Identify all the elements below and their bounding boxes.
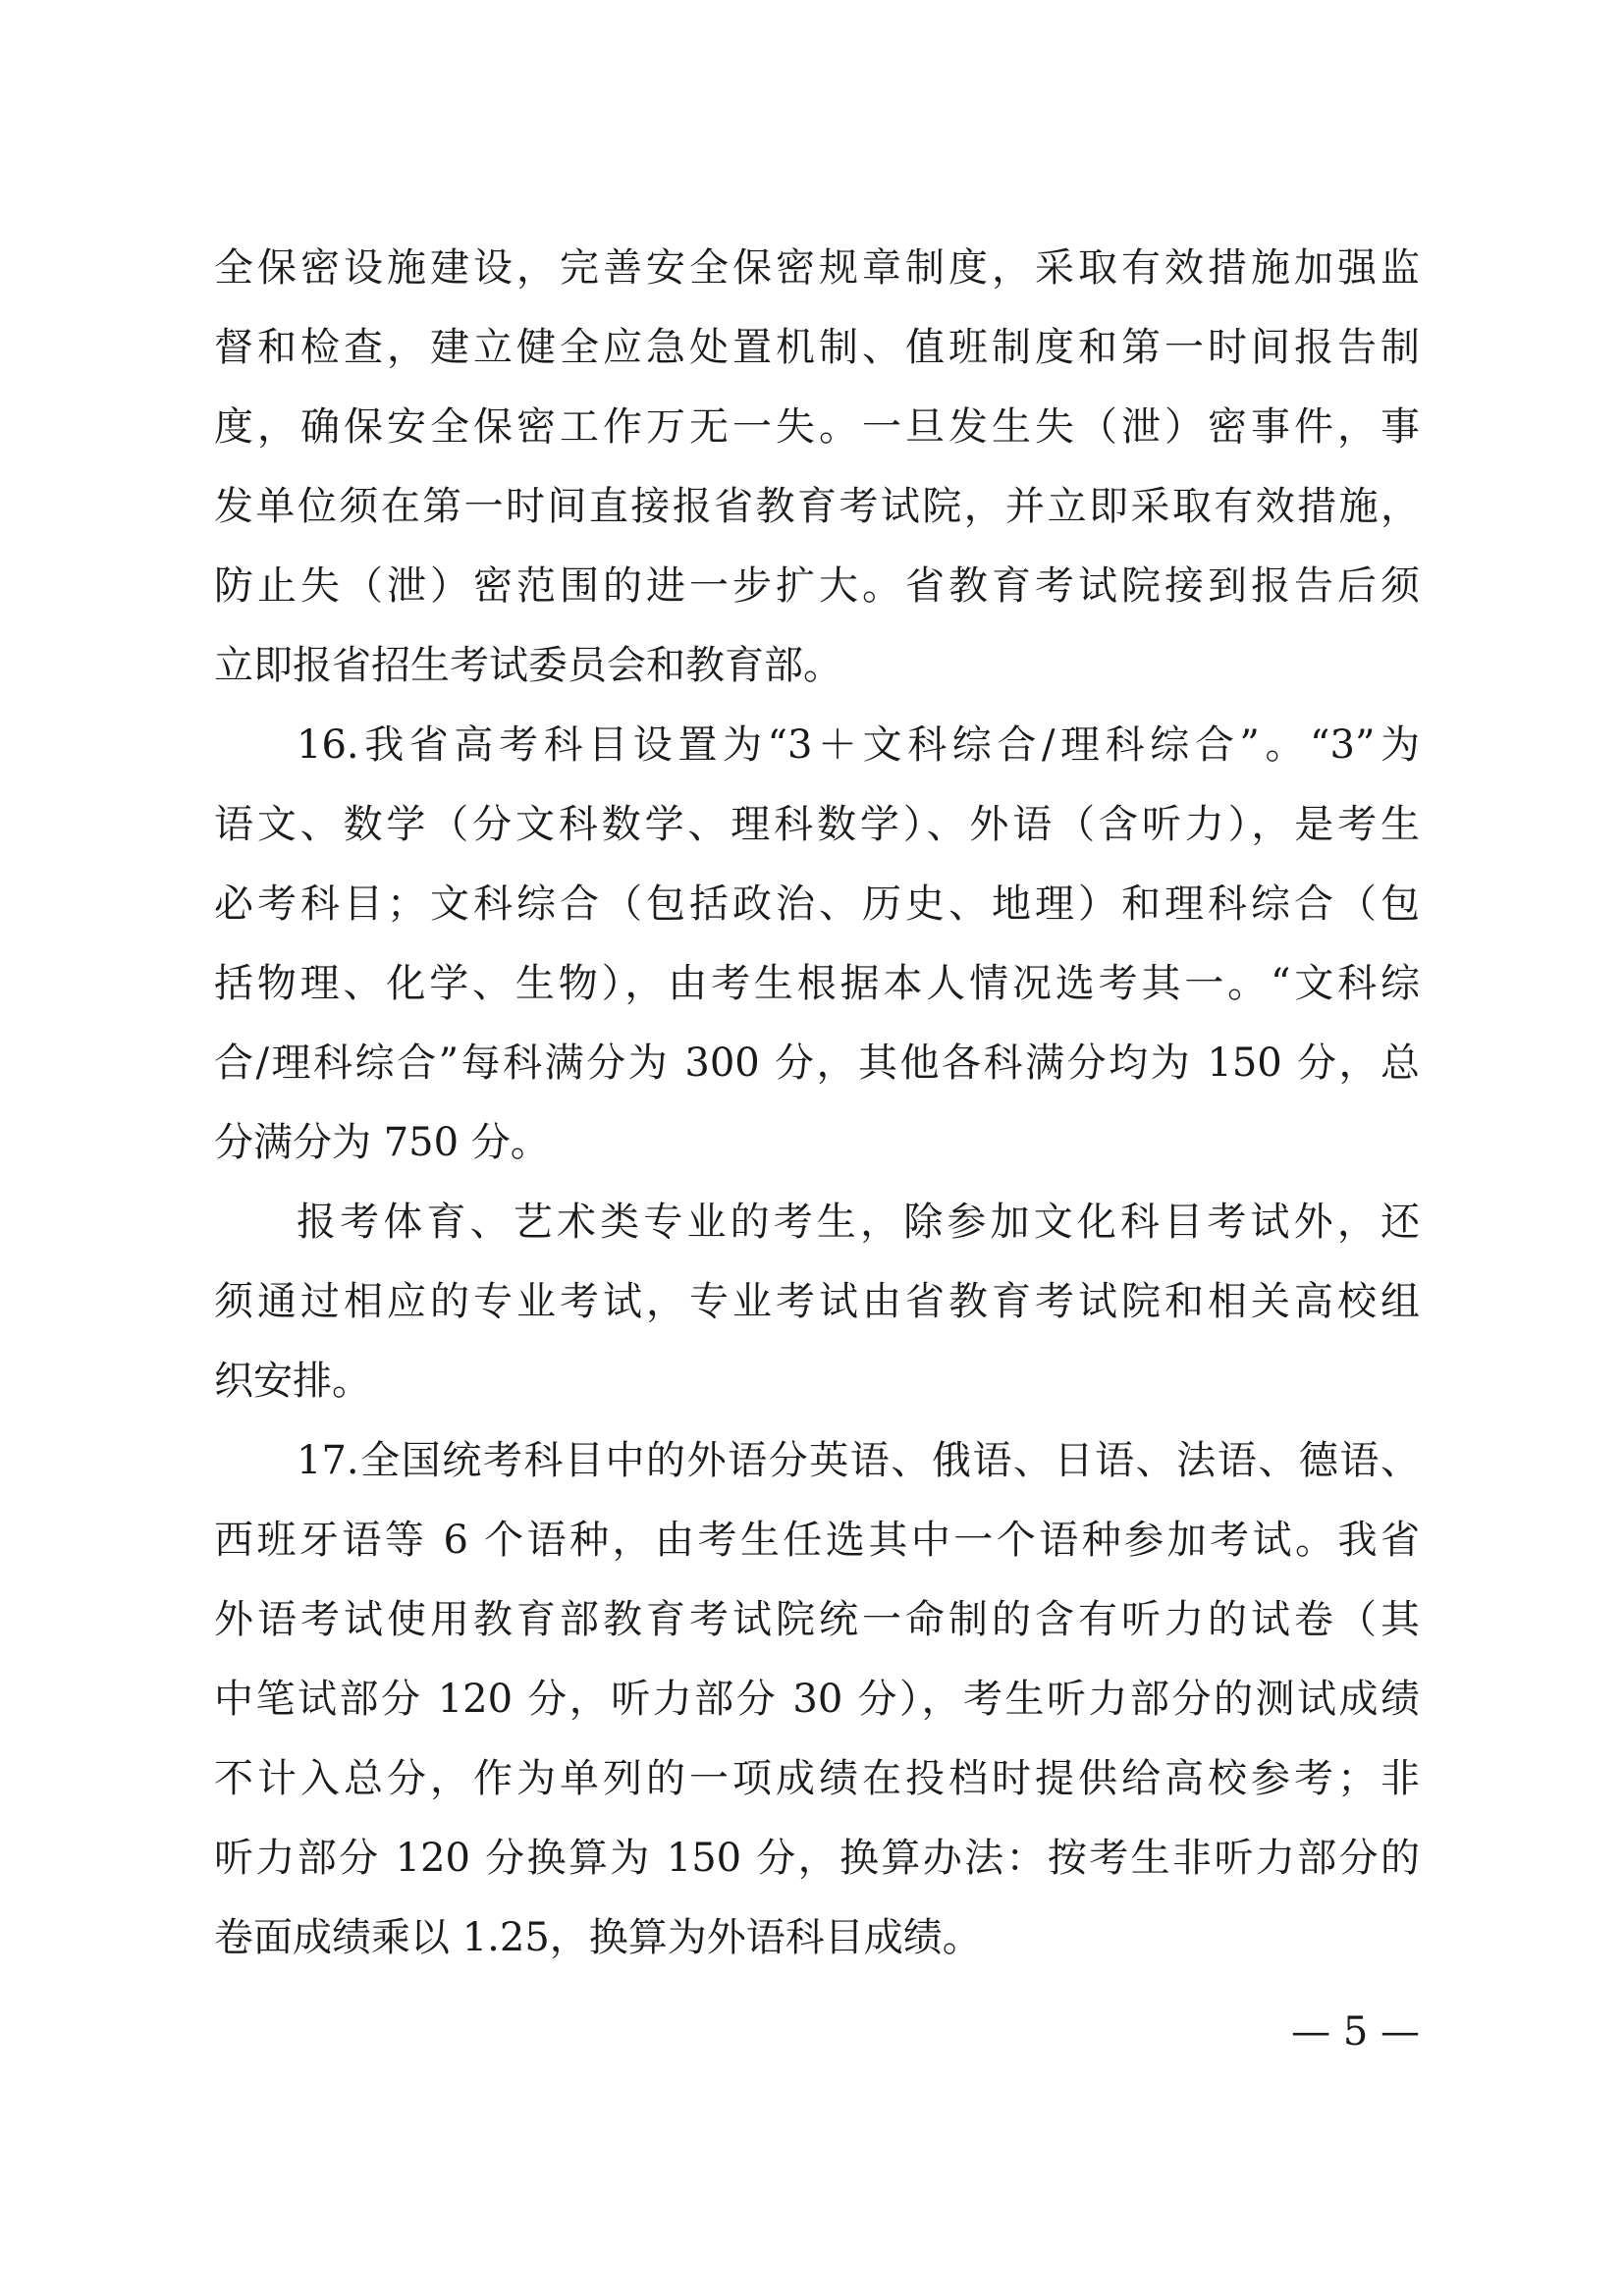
text-line: 合/理科综合”每科满分为 300 分，其他各科满分均为 150 分，总: [214, 1041, 1420, 1086]
text-line: 不计入总分，作为单列的一项成绩在投档时提供给高校参考；非: [214, 1756, 1420, 1801]
text-line: 发单位须在第一时间直接报省教育考试院，并立即采取有效措施，: [214, 484, 1420, 529]
text-line: 督和检查，建立健全应急处置机制、值班制度和第一时间报告制: [214, 325, 1420, 370]
text-line: 西班牙语等 6 个语种，由考生任选其中一个语种参加考试。我省: [214, 1518, 1420, 1563]
text-line: 必考科目；文科综合（包括政治、历史、地理）和理科综合（包: [214, 881, 1420, 927]
text-line: 中笔试部分 120 分，听力部分 30 分），考生听力部分的测试成绩: [214, 1677, 1420, 1722]
text-line: 外语考试使用教育部教育考试院统一命制的含有听力的试卷（其: [214, 1597, 1420, 1642]
text-line: 听力部分 120 分换算为 150 分，换算办法：按考生非听力部分的: [214, 1836, 1420, 1881]
text-line: 防止失（泄）密范围的进一步扩大。省教育考试院接到报告后须: [214, 563, 1420, 609]
text-line: 度，确保安全保密工作万无一失。一旦发生失（泄）密事件，事: [214, 404, 1420, 450]
text-line: 全保密设施建设，完善安全保密规章制度，采取有效措施加强监: [214, 245, 1420, 291]
text-line: 织安排。: [214, 1359, 371, 1404]
text-line: 分满分为 750 分。: [214, 1120, 550, 1165]
text-line: 立即报省招生考试委员会和教育部。: [214, 643, 842, 688]
text-line: 须通过相应的专业考试，专业考试由省教育考试院和相关高校组: [214, 1279, 1420, 1324]
text-line: 语文、数学（分文科数学、理科数学）、外语（含听力），是考生: [214, 802, 1420, 847]
paragraph-16-first-line: 16.我省高考科目设置为“3＋文科综合/理科综合”。“3”为: [297, 722, 1420, 768]
text-line: 括物理、化学、生物），由考生根据本人情况选考其一。“文科综: [214, 961, 1420, 1006]
document-body: [214, 229, 1420, 1978]
paragraph-sports-arts-first-line: 报考体育、艺术类专业的考生，除参加文化科目考试外，还: [297, 1200, 1420, 1245]
paragraph-17-first-line: 17.全国统考科目中的外语分英语、俄语、日语、法语、德语、: [297, 1438, 1420, 1483]
text-line: 卷面成绩乘以 1.25，换算为外语科目成绩。: [214, 1915, 982, 1960]
page-number: — 5 —: [1291, 2009, 1420, 2055]
